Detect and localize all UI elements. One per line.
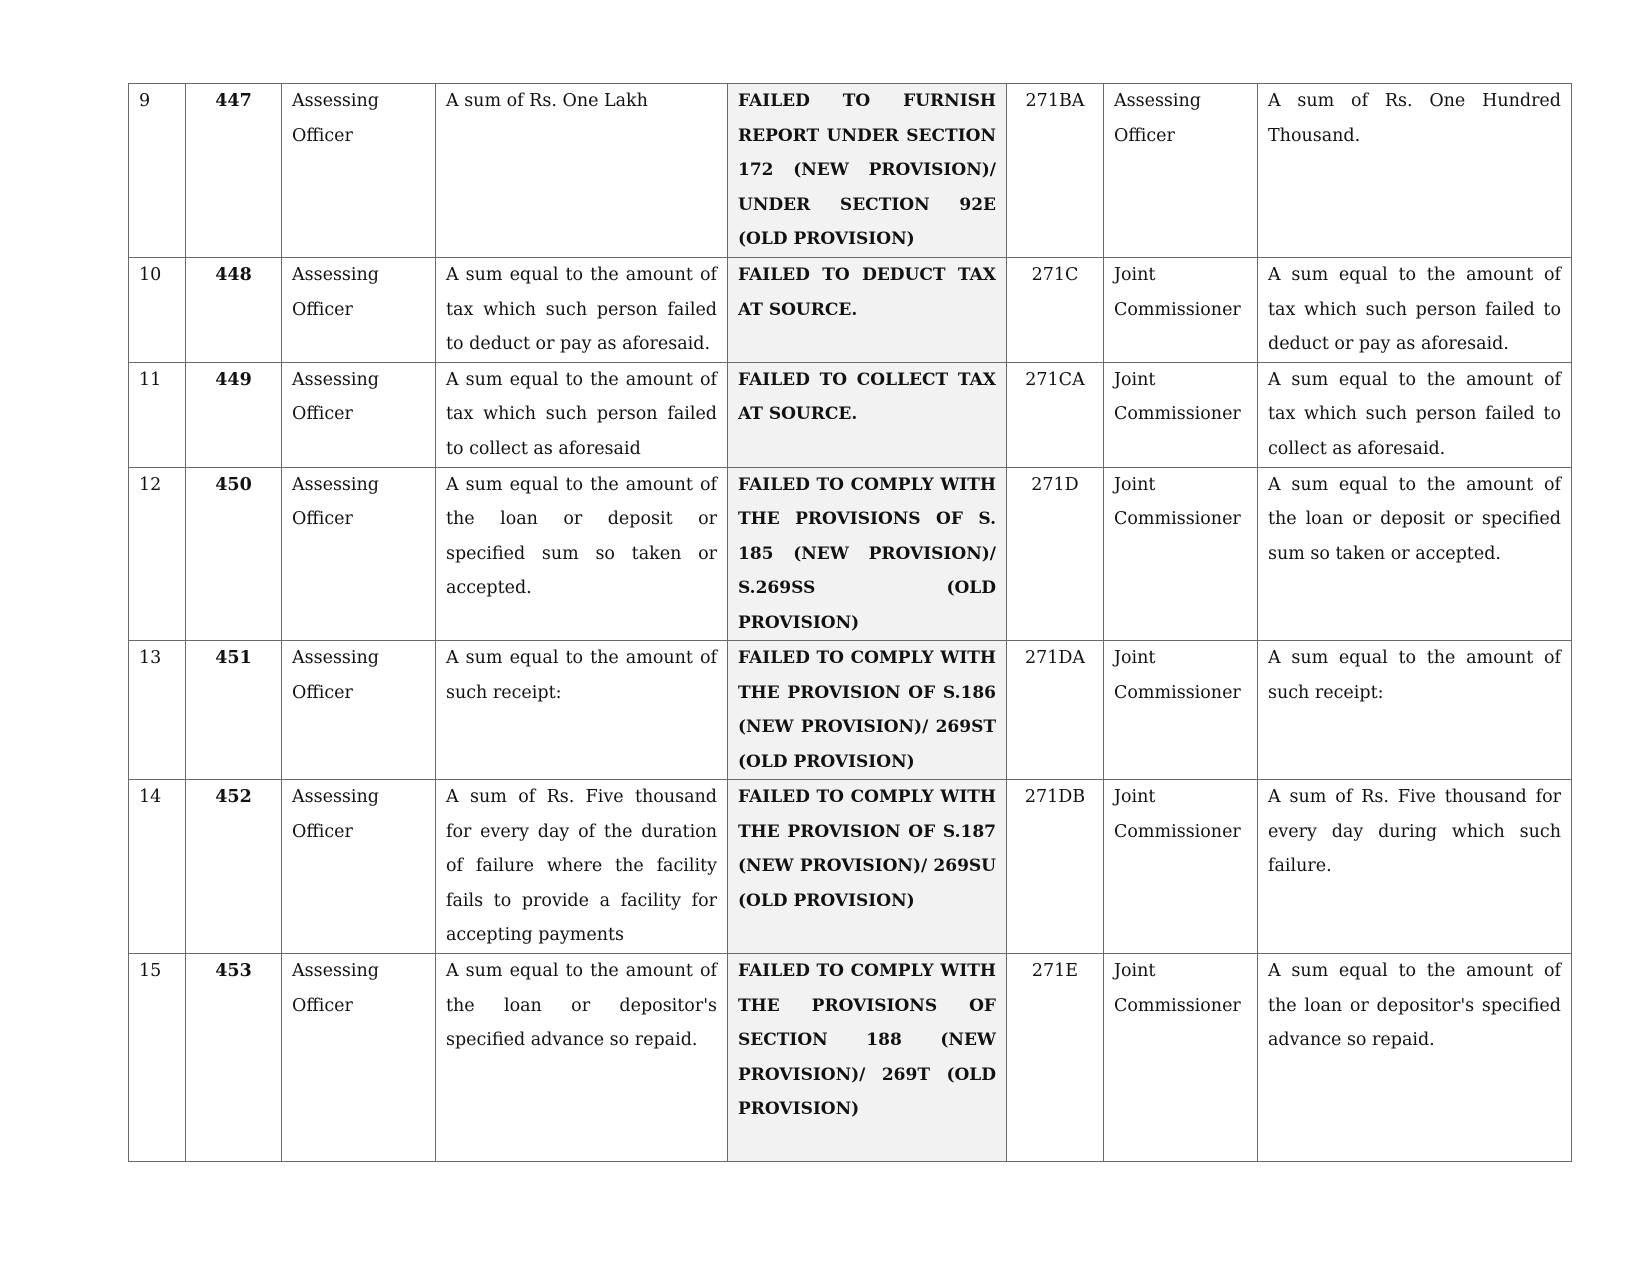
old-penalty-cell: A sum equal to the amount of tax which such person failed to deduct or pay as aforesaid. (1258, 258, 1572, 363)
old-section-cell: 271C (1007, 258, 1104, 363)
old-penalty-cell: A sum equal to the amount of tax which such person failed to collect as aforesaid. (1258, 362, 1572, 467)
authority-cell: Assessing Officer (282, 954, 436, 1162)
table-row (129, 641, 1572, 780)
new-section-cell: 449 (186, 362, 282, 467)
old-authority-cell: Joint Commissioner (1104, 258, 1258, 363)
default-description-cell: FAILED TO DEDUCT TAX AT SOURCE. (728, 258, 1007, 363)
authority-cell: Assessing Officer (282, 258, 436, 363)
penalty-cell: A sum equal to the amount of the loan or depositor's specified advance so repaid. (436, 954, 728, 1162)
default-description-cell: FAILED TO COMPLY WITH THE PROVISION OF S.187 (NEW PROVISION)/ 269SU (OLD PROVISION) (728, 780, 1007, 954)
new-section-cell: 450 (186, 467, 282, 641)
new-section-cell: 453 (186, 954, 282, 1162)
authority-cell: Assessing Officer (282, 362, 436, 467)
old-penalty-cell: A sum equal to the amount of the loan or deposit or specified sum so taken or accepted. (1258, 467, 1572, 641)
penalty-cell: A sum equal to the amount of tax which such person failed to collect as aforesaid (436, 362, 728, 467)
default-description-cell: FAILED TO COMPLY WITH THE PROVISIONS OF S. 185 (NEW PROVISION)/ S.269SS (OLD PROVISION) (728, 467, 1007, 641)
serial-number-cell: 11 (129, 362, 186, 467)
default-description-cell: FAILED TO COMPLY WITH THE PROVISIONS OF SECTION 188 (NEW PROVISION)/ 269T (OLD PROVISION) (728, 954, 1007, 1162)
default-description-cell: FAILED TO COMPLY WITH THE PROVISION OF S.186 (NEW PROVISION)/ 269ST (OLD PROVISION) (728, 641, 1007, 780)
serial-number-cell: 15 (129, 954, 186, 1162)
penalty-cell: A sum of Rs. Five thousand for every day of the duration of failure where the facility fails to provide a facility for accepting payments (436, 780, 728, 954)
table-row (129, 954, 1572, 1162)
default-description-cell: FAILED TO COLLECT TAX AT SOURCE. (728, 362, 1007, 467)
table-row (129, 84, 1572, 258)
serial-number-cell: 9 (129, 84, 186, 258)
penalty-cell: A sum equal to the amount of tax which such person failed to deduct or pay as aforesaid. (436, 258, 728, 363)
authority-cell: Assessing Officer (282, 780, 436, 954)
old-section-cell: 271DB (1007, 780, 1104, 954)
default-description-cell: FAILED TO FURNISH REPORT UNDER SECTION 172 (NEW PROVISION)/ UNDER SECTION 92E (OLD PROVISION) (728, 84, 1007, 258)
table-row (129, 467, 1572, 641)
old-authority-cell: Joint Commissioner (1104, 954, 1258, 1162)
serial-number-cell: 13 (129, 641, 186, 780)
penalty-cell: A sum of Rs. One Lakh (436, 84, 728, 258)
old-authority-cell: Assessing Officer (1104, 84, 1258, 258)
new-section-cell: 447 (186, 84, 282, 258)
old-penalty-cell: A sum equal to the amount of the loan or depositor's specified advance so repaid. (1258, 954, 1572, 1162)
old-section-cell: 271CA (1007, 362, 1104, 467)
old-section-cell: 271BA (1007, 84, 1104, 258)
old-authority-cell: Joint Commissioner (1104, 641, 1258, 780)
table-row (129, 258, 1572, 363)
old-section-cell: 271E (1007, 954, 1104, 1162)
table-body (129, 84, 1572, 1162)
new-section-cell: 452 (186, 780, 282, 954)
table-row (129, 780, 1572, 954)
old-penalty-cell: A sum of Rs. One Hundred Thousand. (1258, 84, 1572, 258)
authority-cell: Assessing Officer (282, 467, 436, 641)
penalty-cell: A sum equal to the amount of the loan or deposit or specified sum so taken or accepted. (436, 467, 728, 641)
new-section-cell: 451 (186, 641, 282, 780)
authority-cell: Assessing Officer (282, 641, 436, 780)
table-row (129, 362, 1572, 467)
old-penalty-cell: A sum of Rs. Five thousand for every day during which such failure. (1258, 780, 1572, 954)
old-authority-cell: Joint Commissioner (1104, 362, 1258, 467)
penalty-comparison-table (128, 83, 1572, 1162)
old-penalty-cell: A sum equal to the amount of such receipt: (1258, 641, 1572, 780)
old-section-cell: 271D (1007, 467, 1104, 641)
serial-number-cell: 14 (129, 780, 186, 954)
penalty-cell: A sum equal to the amount of such receipt: (436, 641, 728, 780)
old-section-cell: 271DA (1007, 641, 1104, 780)
old-authority-cell: Joint Commissioner (1104, 780, 1258, 954)
new-section-cell: 448 (186, 258, 282, 363)
serial-number-cell: 10 (129, 258, 186, 363)
authority-cell: Assessing Officer (282, 84, 436, 258)
old-authority-cell: Joint Commissioner (1104, 467, 1258, 641)
serial-number-cell: 12 (129, 467, 186, 641)
